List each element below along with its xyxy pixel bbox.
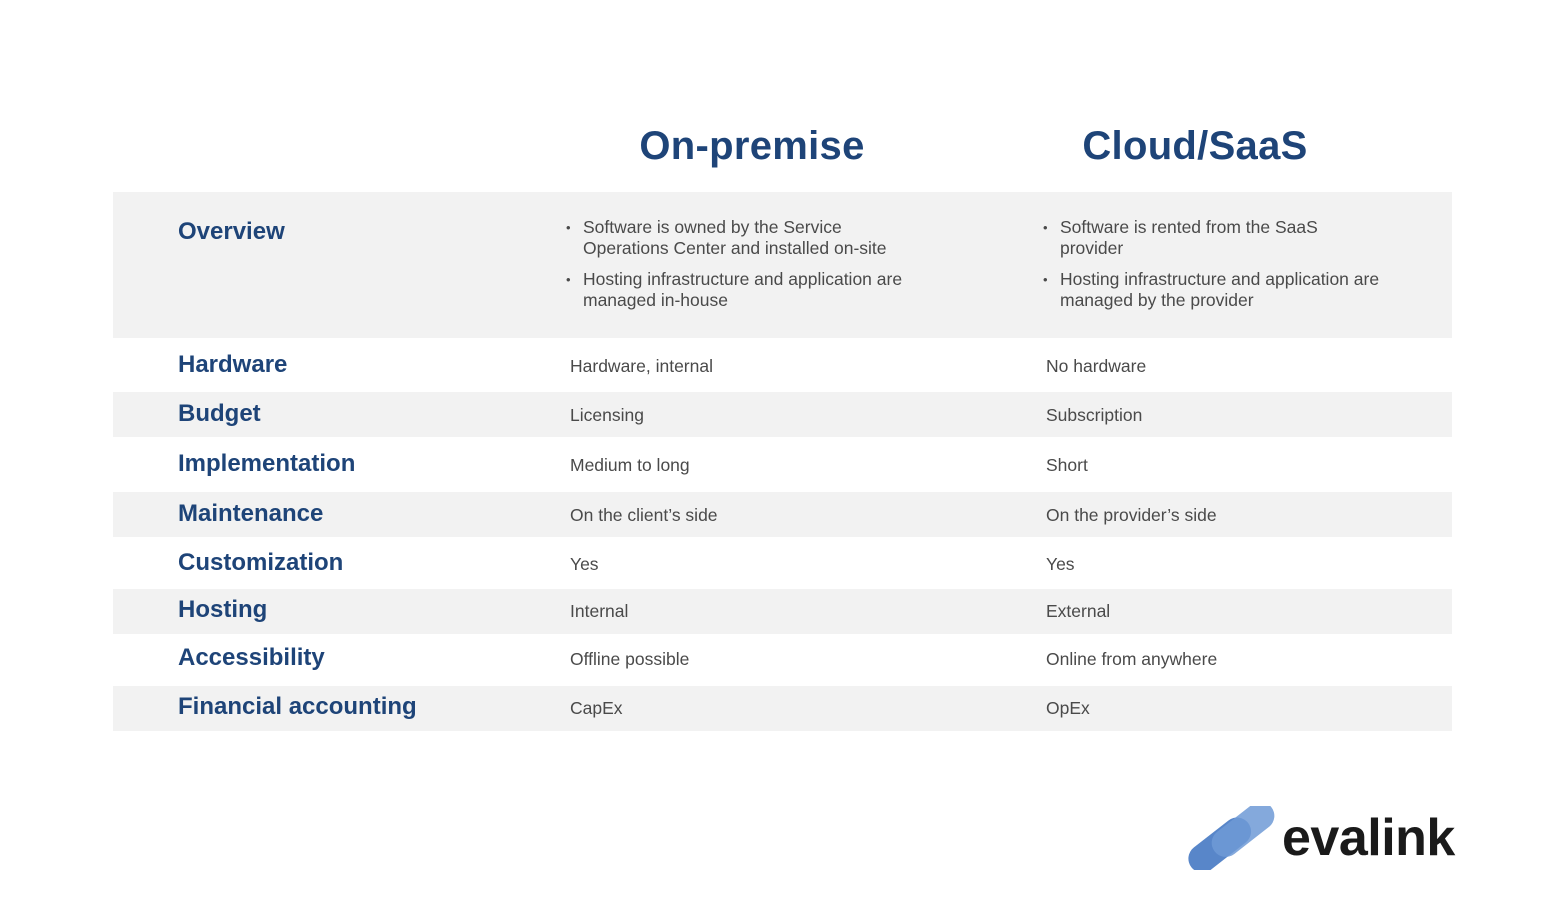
- table-row: [113, 589, 1452, 634]
- table-row: [113, 686, 1452, 731]
- on-premise-cell: Internal: [570, 601, 629, 621]
- column-header-cloud: Cloud/SaaS: [1082, 124, 1308, 168]
- bullet-icon: •: [566, 272, 571, 287]
- column-header-on-premise: On-premise: [639, 124, 865, 168]
- bullet-icon: •: [566, 220, 571, 235]
- list-item: [1043, 269, 1423, 311]
- row-label: Maintenance: [178, 500, 324, 527]
- on-premise-cell: Yes: [570, 554, 599, 574]
- bullet-icon: •: [1043, 220, 1048, 235]
- cloud-cell: OpEx: [1046, 698, 1090, 718]
- table-row: [113, 338, 1452, 392]
- on-premise-cell: CapEx: [570, 698, 623, 718]
- table-row: [113, 392, 1452, 437]
- list-item: [566, 217, 966, 259]
- cloud-cell: Online from anywhere: [1046, 649, 1218, 669]
- bullet-icon: •: [1043, 272, 1048, 287]
- row-label: Customization: [178, 549, 344, 576]
- evalink-logo-text: evalink: [1282, 809, 1455, 867]
- cloud-cell: Subscription: [1046, 405, 1143, 425]
- overview-on-premise-list: [566, 217, 966, 321]
- cloud-cell: No hardware: [1046, 356, 1147, 376]
- row-label-overview: Overview: [178, 218, 285, 245]
- overview-on-premise-point-2: Hosting infrastructure and application are managed in-house: [583, 269, 903, 310]
- overview-on-premise-point-1: Software is owned by the Service Operations Center and installed on-site: [583, 217, 887, 258]
- row-label: Implementation: [178, 450, 356, 477]
- on-premise-cell: On the client’s side: [570, 505, 718, 525]
- row-label: Hardware: [178, 351, 288, 378]
- table-row: [113, 537, 1452, 589]
- row-label: Budget: [178, 400, 261, 427]
- row-label: Accessibility: [178, 644, 325, 671]
- table-row: [113, 437, 1452, 492]
- list-item: [1043, 217, 1423, 259]
- row-label: Financial accounting: [178, 693, 417, 720]
- overview-row: [113, 192, 1452, 338]
- evalink-logo: [1184, 806, 1474, 870]
- on-premise-cell: Hardware, internal: [570, 356, 713, 376]
- cloud-cell: Short: [1046, 455, 1088, 475]
- on-premise-cell: Offline possible: [570, 649, 690, 669]
- evalink-logo-mark-icon: [1184, 806, 1280, 870]
- on-premise-cell: Medium to long: [570, 455, 690, 475]
- overview-cloud-point-2: Hosting infrastructure and application are managed by the provider: [1060, 269, 1380, 310]
- row-label: Hosting: [178, 596, 268, 623]
- cloud-cell: Yes: [1046, 554, 1075, 574]
- table-row: [113, 634, 1452, 686]
- list-item: [566, 269, 966, 311]
- comparison-table: [113, 192, 1452, 731]
- overview-cloud-point-1: Software is rented from the SaaS provider: [1060, 217, 1318, 258]
- overview-cloud-list: [1043, 217, 1423, 321]
- on-premise-cell: Licensing: [570, 405, 644, 425]
- cloud-cell: External: [1046, 601, 1111, 621]
- table-row: [113, 492, 1452, 537]
- cloud-cell: On the provider’s side: [1046, 505, 1217, 525]
